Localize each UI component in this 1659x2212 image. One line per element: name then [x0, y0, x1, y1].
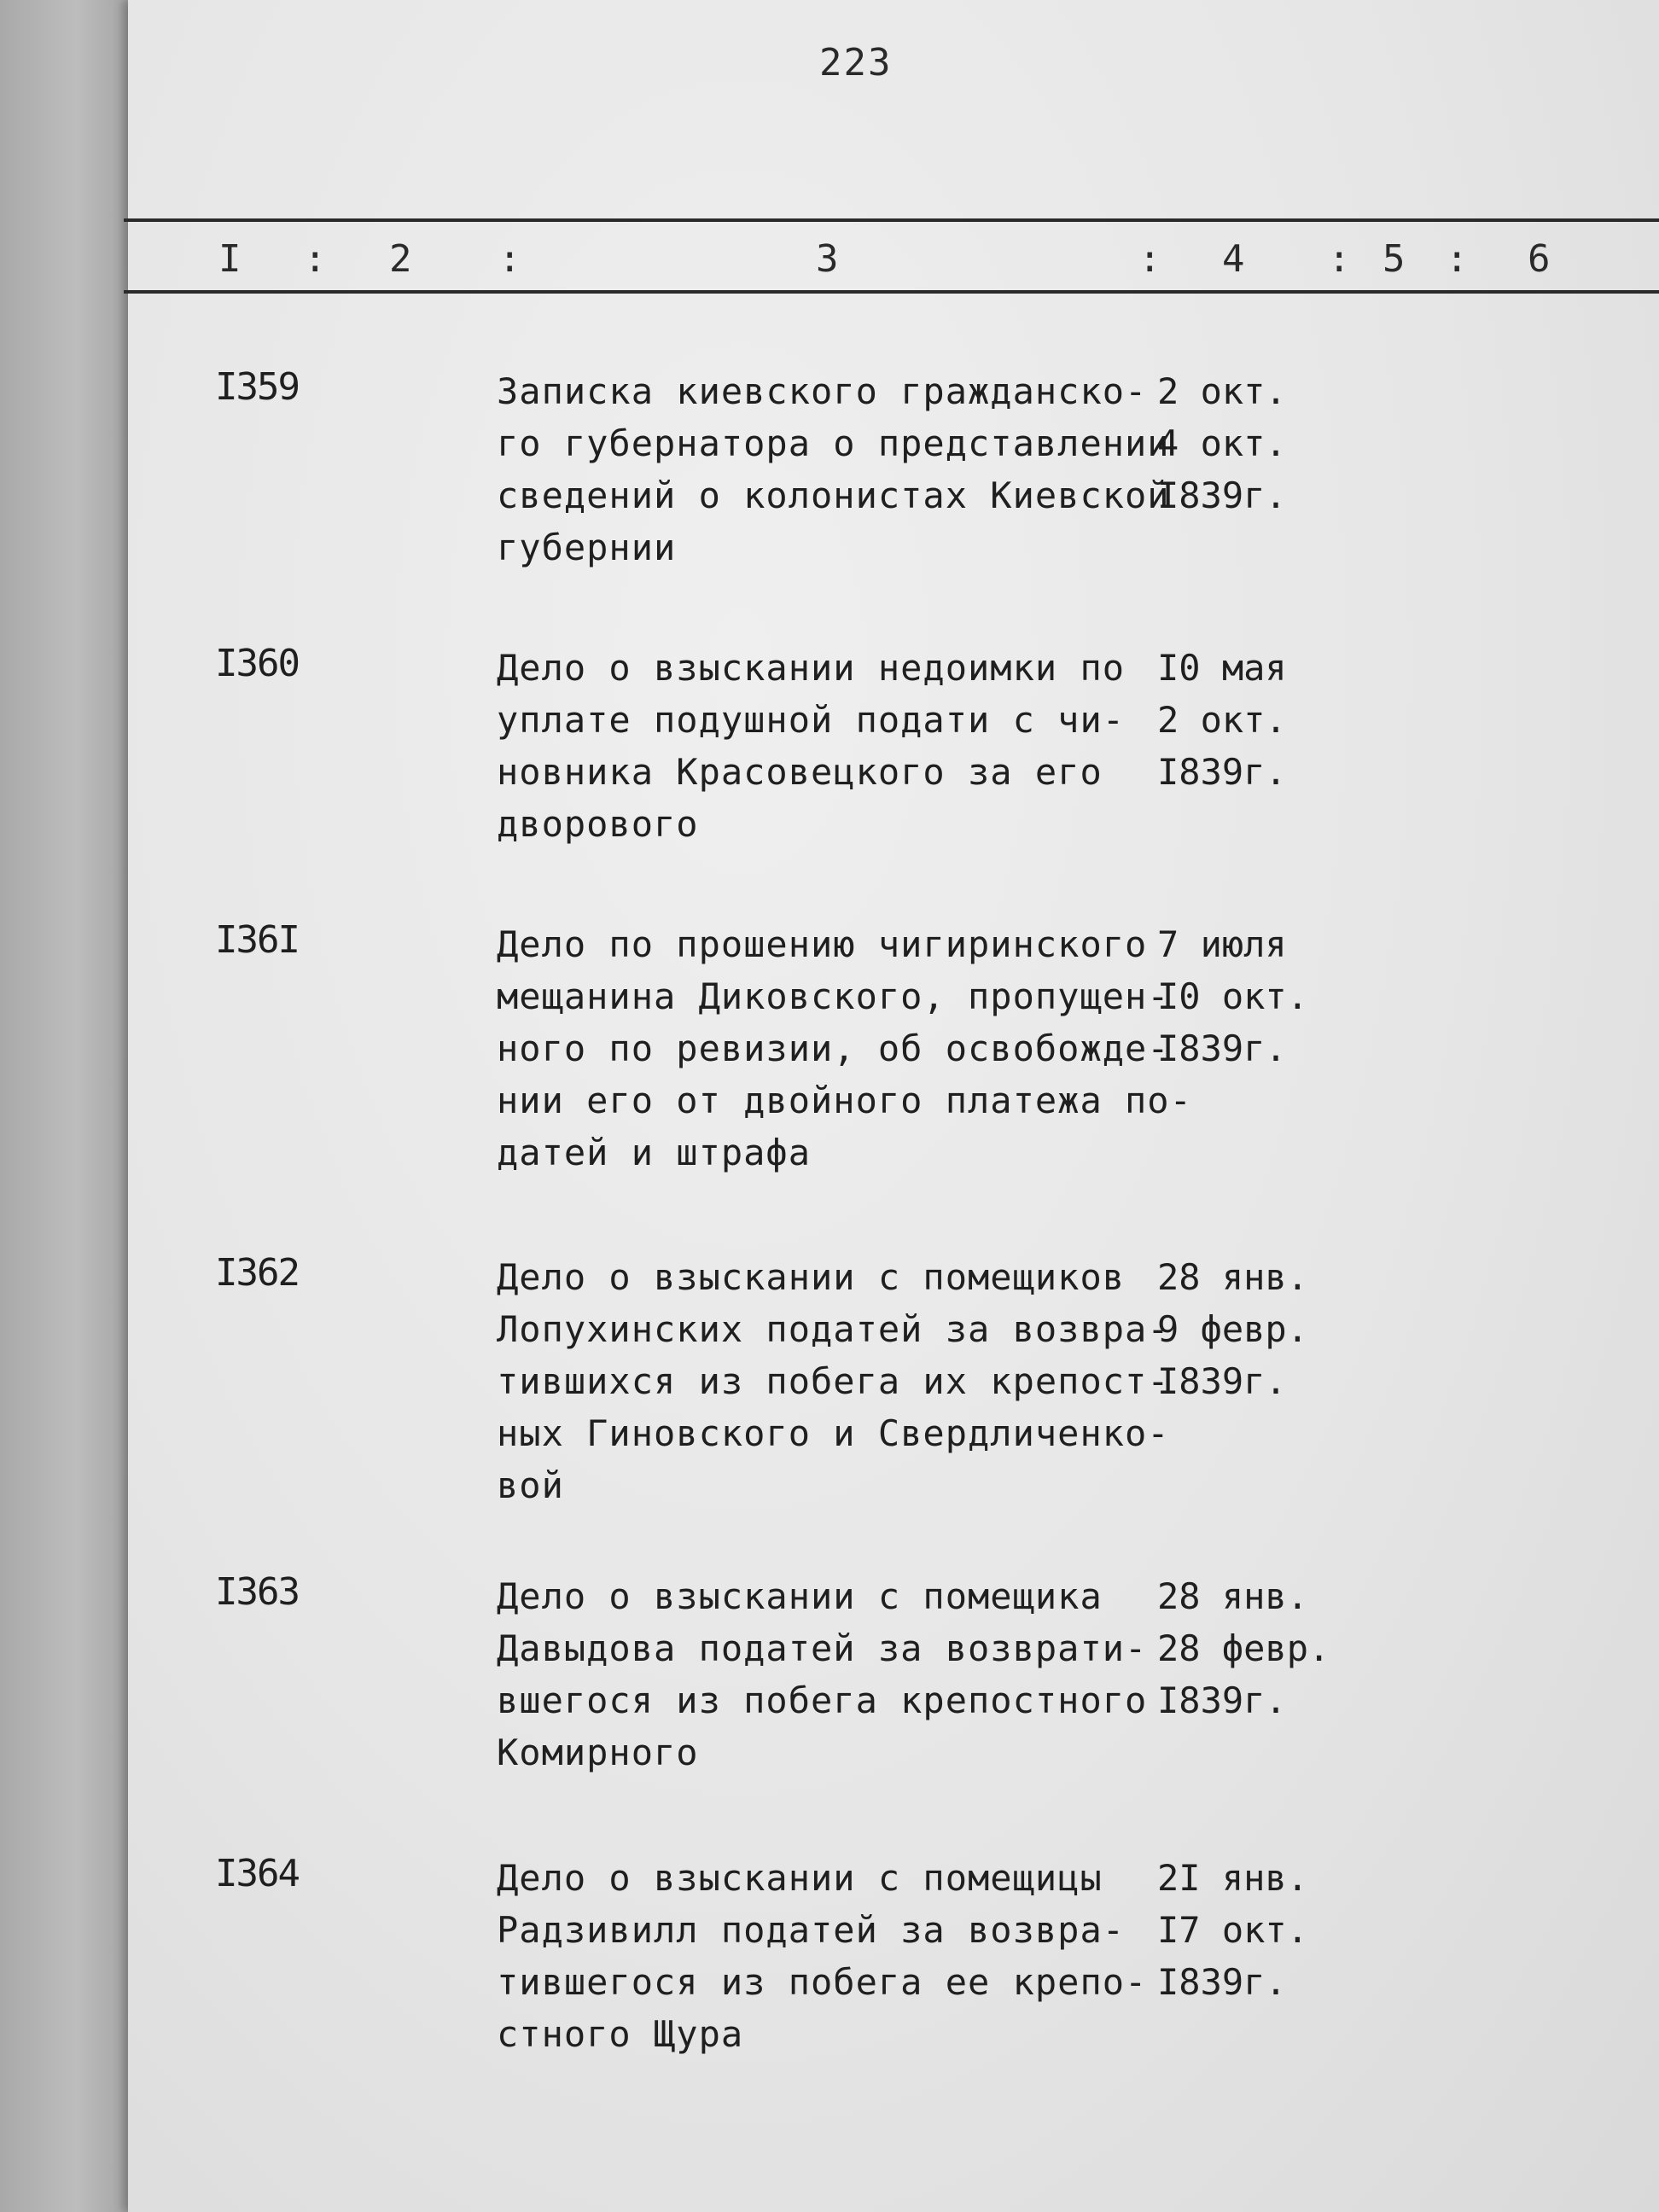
date-end: 2 окт. [1157, 699, 1287, 741]
description-line: уплате подушной подати с чи- [497, 699, 1126, 741]
record-description [497, 365, 1170, 573]
record-dates [1157, 642, 1287, 798]
description-line: Лопухинских податей за возвра- [497, 1308, 1170, 1350]
date-year: I839г. [1157, 1360, 1287, 1402]
record-dates [1157, 1570, 1330, 1726]
description-line: дворового [497, 803, 699, 845]
description-line: Записка киевского гражданско- [497, 370, 1148, 412]
date-start: 28 янв. [1157, 1256, 1309, 1298]
date-end: 28 февр. [1157, 1627, 1330, 1669]
description-line: Комирного [497, 1732, 699, 1773]
description-line: новника Красовецкого за его [497, 751, 1103, 793]
description-line: тившихся из побега их крепост- [497, 1360, 1170, 1402]
column-separator: : [1328, 237, 1351, 281]
description-line: тившегося из побега ее крепо- [497, 1961, 1148, 2003]
date-start: I0 мая [1157, 647, 1287, 689]
description-line: Дело о взыскании с помещика [497, 1575, 1103, 1617]
description-line: Дело о взыскании с помещицы [497, 1857, 1103, 1899]
description-line: мещанина Диковского, пропущен- [497, 975, 1170, 1017]
description-line: нии его от двойного платежа по- [497, 1080, 1192, 1121]
record-description [497, 918, 1192, 1179]
column-separator: : [304, 237, 327, 281]
date-start: 2I янв. [1157, 1857, 1309, 1899]
column-header-5: 5 [1382, 237, 1406, 281]
date-end: I7 окт. [1157, 1909, 1309, 1951]
column-header-1: I [218, 237, 242, 281]
date-start: 2 окт. [1157, 370, 1287, 412]
description-line: Дело по прошению чигиринского [497, 923, 1148, 965]
column-header-2: 2 [389, 237, 412, 281]
description-line: Дело о взыскании с помещиков [497, 1256, 1126, 1298]
record-number: I362 [215, 1251, 299, 1295]
column-header-4: 4 [1222, 237, 1245, 281]
date-year: I839г. [1157, 1027, 1287, 1069]
record-number: I359 [215, 365, 299, 409]
record-dates [1157, 1251, 1308, 1407]
date-year: I839г. [1157, 474, 1287, 516]
adjacent-page-edge [0, 0, 128, 2212]
description-line: вой [497, 1464, 564, 1506]
description-line: Давыдова податей за возврати- [497, 1627, 1148, 1669]
description-line: сведений о колонистах Киевской [497, 474, 1170, 516]
date-end: I0 окт. [1157, 975, 1309, 1017]
record-description [497, 642, 1125, 850]
record-number: I364 [215, 1852, 299, 1895]
description-line: Радзивилл податей за возвра- [497, 1909, 1126, 1951]
date-year: I839г. [1157, 1679, 1287, 1721]
record-dates [1157, 918, 1308, 1074]
description-line: стного Щура [497, 2013, 744, 2055]
description-line: датей и штрафа [497, 1132, 812, 1173]
column-header-3: 3 [816, 237, 839, 281]
description-line: ного по ревизии, об освобожде- [497, 1027, 1170, 1069]
record-dates [1157, 365, 1287, 521]
description-line: го губернатора о представлении [497, 422, 1170, 464]
column-separator: : [1138, 237, 1161, 281]
header-bottom-rule [124, 290, 1659, 294]
record-dates [1157, 1852, 1308, 2008]
column-header-6: 6 [1528, 237, 1551, 281]
page-number: 223 [819, 41, 893, 84]
record-number: I36I [215, 918, 299, 962]
date-end: 9 февр. [1157, 1308, 1309, 1350]
record-description [497, 1852, 1147, 2060]
header-top-rule [124, 218, 1659, 222]
description-line: Дело о взыскании недоимки по [497, 647, 1126, 689]
description-line: губернии [497, 527, 677, 568]
date-year: I839г. [1157, 1961, 1287, 2003]
date-start: 7 июля [1157, 923, 1287, 965]
column-separator: : [498, 237, 521, 281]
record-description [497, 1570, 1147, 1778]
record-description [497, 1251, 1170, 1511]
date-end: 4 окт. [1157, 422, 1287, 464]
record-number: I360 [215, 642, 299, 685]
description-line: вшегося из побега крепостного [497, 1679, 1148, 1721]
date-year: I839г. [1157, 751, 1287, 793]
column-separator: : [1446, 237, 1469, 281]
description-line: ных Гиновского и Свердличенко- [497, 1412, 1170, 1454]
record-number: I363 [215, 1570, 299, 1614]
date-start: 28 янв. [1157, 1575, 1309, 1617]
